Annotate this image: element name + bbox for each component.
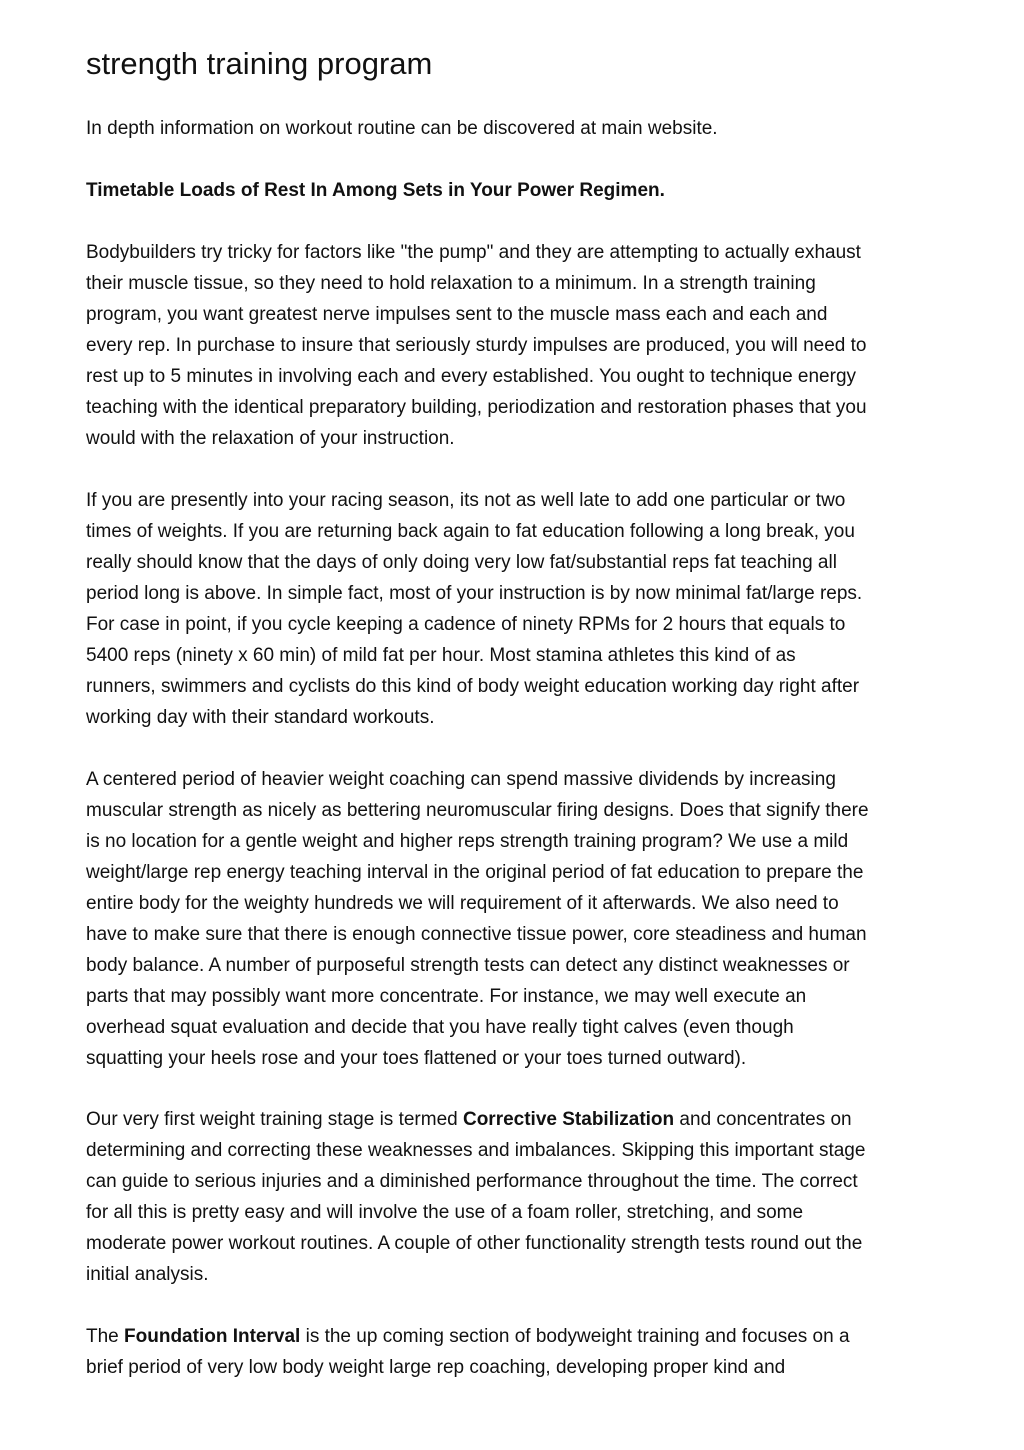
text-run: is the up coming section of bodyweight training and focuses on a [300,1326,850,1347]
paragraph-5 [86,1321,946,1383]
text-run: and concentrates on [674,1109,852,1130]
paragraph-line: overhead squat evaluation and decide that you have really tight calves (even though [86,1017,794,1038]
paragraph-line: If you are presently into your racing season, its not as well late to add one particular or two [86,490,846,511]
paragraph-line: body balance. A number of purposeful strength tests can detect any distinct weaknesses or [86,955,850,976]
paragraph-line [86,1104,946,1135]
term-foundation-interval: Foundation Interval [124,1326,301,1347]
paragraph-line: determining and correcting these weaknesses and imbalances. Skipping this important stage [86,1140,866,1161]
text-run: Our very first weight training stage is termed [86,1109,463,1130]
paragraph-line: A centered period of heavier weight coaching can spend massive dividends by increasing [86,769,836,790]
paragraph-line: teaching with the identical preparatory building, periodization and restoration phases that you [86,397,867,418]
paragraph-line: runners, swimmers and cyclists do this kind of body weight education working day right after [86,676,860,697]
paragraph-line: muscular strength as nicely as bettering neuromuscular firing designs. Does that signify there [86,800,869,821]
paragraph-line: their muscle tissue, so they need to hold relaxation to a minimum. In a strength training [86,273,816,294]
paragraph-line: moderate power workout routines. A couple of other functionality strength tests round out the [86,1233,863,1254]
paragraph-line: initial analysis. [86,1264,209,1285]
paragraph-line: Bodybuilders try tricky for factors like "the pump" and they are attempting to actually exhaust [86,242,861,263]
paragraph-line: brief period of very low body weight large rep coaching, developing proper kind and [86,1357,786,1378]
intro-line: In depth information on workout routine can be discovered at main website. [86,118,718,139]
paragraph-line: would with the relaxation of your instruction. [86,428,455,449]
paragraph-line [86,1321,946,1352]
paragraph-line: can guide to serious injuries and a diminished performance throughout the time. The correct [86,1171,858,1192]
paragraph-4 [86,1104,946,1290]
text-run: The [86,1326,125,1347]
term-corrective-stabilization: Corrective Stabilization [462,1109,675,1130]
paragraph-line: entire body for the weighty hundreds we will requirement of it afterwards. We also need to [86,893,839,914]
paragraph-line: really should know that the days of only doing very low fat/substantial reps fat teaching all [86,552,837,573]
subheading-line: Timetable Loads of Rest In Among Sets in Your Power Regimen. [86,180,665,201]
paragraph-1 [86,237,946,454]
paragraph-3 [86,764,946,1074]
section-subheading [86,175,946,206]
paragraph-line: working day with their standard workouts. [86,707,435,728]
paragraph-line: program, you want greatest nerve impulses sent to the muscle mass each and each and [86,304,828,325]
paragraph-line: parts that may possibly want more concentrate. For instance, we may well execute an [86,986,807,1007]
document-title: strength training program [86,46,433,81]
paragraph-line: have to make sure that there is enough connective tissue power, core steadiness and human [86,924,867,945]
paragraph-line: every rep. In purchase to insure that seriously sturdy impulses are produced, you will need to [86,335,867,356]
intro-paragraph [86,113,946,144]
paragraph-line: squatting your heels rose and your toes flattened or your toes turned outward). [86,1048,747,1069]
paragraph-line: for all this is pretty easy and will involve the use of a foam roller, stretching, and some [86,1202,804,1223]
paragraph-line: For case in point, if you cycle keeping a cadence of ninety RPMs for 2 hours that equals to [86,614,846,635]
paragraph-line: period long is above. In simple fact, most of your instruction is by now minimal fat/large reps. [86,583,863,604]
paragraph-2 [86,485,946,733]
paragraph-line: rest up to 5 minutes in involving each and every established. You ought to technique energy [86,366,857,387]
paragraph-line: is no location for a gentle weight and higher reps strength training program? We use a mild [86,831,849,852]
paragraph-line: times of weights. If you are returning back again to fat education following a long break, you [86,521,855,542]
paragraph-line: weight/large rep energy teaching interval in the original period of fat education to prepare the [86,862,864,883]
paragraph-line: 5400 reps (ninety x 60 min) of mild fat per hour. Most stamina athletes this kind of as [86,645,796,666]
